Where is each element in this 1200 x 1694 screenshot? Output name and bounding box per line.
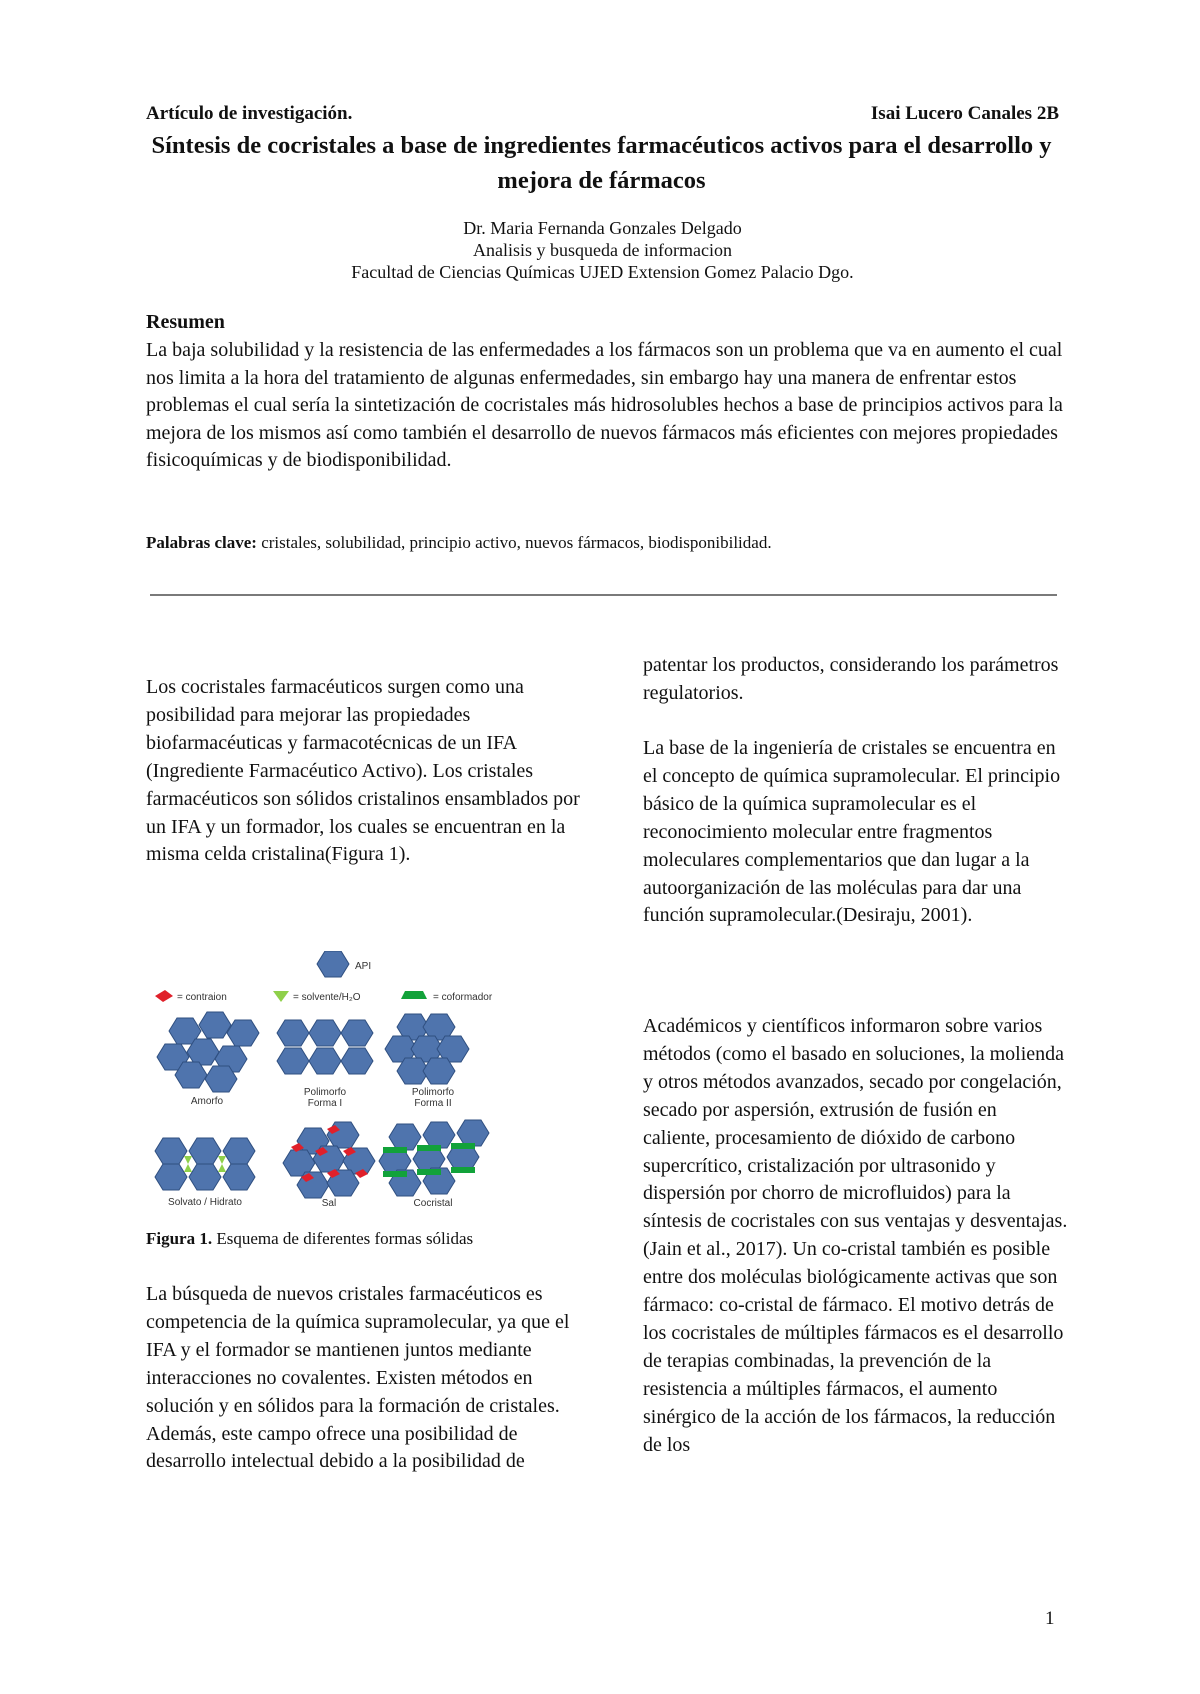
running-header [146, 103, 1059, 125]
abstract-body: La baja solubilidad y la resistencia de las enfermedades a los fármacos son un problema que va en aumento el cual nos limita a la hora del tratamiento de algunas enfermedades, sin embargo hay una manera de enfrentar estos problemas el cual sería la sintetización de cocristales más hidrosolubles hechos a base de principios activos para la mejora de los mismos así como también el desarrollo de nuevos fármacos más eficientes con mejores propiedades fisicoquímicas y de biodisponibilidad. [146, 339, 1063, 471]
author-course: Analisis y busqueda de informacion [473, 240, 732, 260]
body-paragraph-right-1: patentar los productos, considerando los parámetros regulatorios. [643, 654, 1059, 704]
keywords-text: cristales, solubilidad, principio activo, nuevos fármacos, biodisponibilidad. [256, 533, 772, 552]
label-cocristal: Cocristal [413, 1198, 453, 1208]
body-paragraph-right-3: Académicos y científicos informaron sobre varios métodos (como el basado en soluciones, la molienda y otros métodos avanzados, secado por congelación, secado por aspersión, extrusión de fusión en caliente, procesamiento de dióxido de carbono supercrítico, cristalización por ultrasonido y dispersión por chorro de microfluidos) para la síntesis de cocristales con sus ventajas y desventajas.(Jain et al., 2017). Un co-cristal también es posible entre dos moléculas biológicamente activas que son fármaco: co-cristal de fármaco. El motivo detrás de los cocristales de múltiples fármacos es el desarrollo de terapias combinadas, la prevención de la resistencia a múltiples fármacos, el aumento sinérgico de la acción de los fármacos, la reducción de los [643, 1015, 1068, 1456]
figure-1 [143, 951, 546, 1208]
paper-title: Síntesis de cocristales a base de ingredientes farmacéuticos activos para el desarrollo y mejora de fármacos [151, 132, 1052, 194]
label-polimorfo-2a: Polimorfo [411, 1087, 455, 1098]
article-type: Artículo de investigación. [146, 103, 353, 124]
body-paragraph-right-2: La base de la ingeniería de cristales se encuentra en el concepto de química supramolecular. El principio básico de la química supramolecular es el reconocimiento molecular entre fragmentos moleculares complementarios que dan lugar a la autoorganización de las moléculas para dar una función supramolecular.(Desiraju, 2001). [643, 737, 1061, 927]
label-sal: Sal [321, 1198, 337, 1208]
solid-forms-diagram [143, 951, 546, 1208]
page-number: 1 [1045, 1608, 1055, 1629]
label-polimorfo-2b: Forma II [414, 1098, 452, 1109]
cocrystal-cluster [379, 1120, 489, 1196]
caption-text: Esquema de diferentes formas sólidas [212, 1229, 474, 1248]
coformer-legend-icon [401, 991, 427, 999]
author-block [146, 217, 1059, 283]
caption-label: Figura 1. [146, 1229, 213, 1248]
author-name: Dr. Maria Fernanda Gonzales Delgado [463, 218, 742, 238]
author-institution: Facultad de Ciencias Químicas UJED Extension Gomez Palacio Dgo. [351, 262, 854, 282]
figure-caption [146, 1229, 473, 1249]
contraion-legend-icon [155, 990, 173, 1002]
api-legend-hexagon [317, 951, 349, 977]
solvent-legend-icon [273, 991, 289, 1002]
legend-api: API [355, 961, 372, 972]
section-divider [150, 594, 1057, 596]
legend-solvente: = solvente/H₂O [293, 992, 361, 1003]
amorphous-cluster [157, 1012, 259, 1092]
solvate-cluster [155, 1138, 255, 1190]
keywords [146, 533, 1059, 553]
label-polimorfo-1a: Polimorfo [303, 1087, 347, 1098]
legend-coformador: = coformador [433, 992, 493, 1003]
body-paragraph-left-2: La búsqueda de nuevos cristales farmacéuticos es competencia de la química supramolecular, ya que el IFA y el formador se mantienen juntos mediante interacciones no covalentes. Existen métodos en solución y en sólidos para la formación de cristales. Además, este campo ofrece una posibilidad de desarrollo intelectual debido a la posibilidad de [146, 1283, 570, 1473]
label-polimorfo-1b: Forma I [307, 1098, 343, 1109]
label-amorfo: Amorfo [190, 1096, 224, 1107]
polymorph-1-cluster [277, 1020, 373, 1074]
keywords-label: Palabras clave: [146, 533, 257, 552]
label-solvato: Solvato / Hidrato [168, 1197, 242, 1208]
legend-contraion: = contraion [177, 992, 227, 1003]
body-paragraph-left-1: Los cocristales farmacéuticos surgen como una posibilidad para mejorar las propiedades biofarmacéuticas y farmacotécnicas de un IFA (Ingrediente Farmacéutico Activo). Los cristales farmacéuticos son sólidos cristalinos ensamblados por un IFA y un formador, los cuales se encuentran en la misma celda cristalina(Figura 1). [146, 676, 580, 866]
polymorph-2-cluster [385, 1014, 469, 1084]
salt-cluster [283, 1122, 375, 1198]
header-author: Isai Lucero Canales 2B [870, 103, 1059, 124]
abstract-heading: Resumen [146, 311, 225, 333]
